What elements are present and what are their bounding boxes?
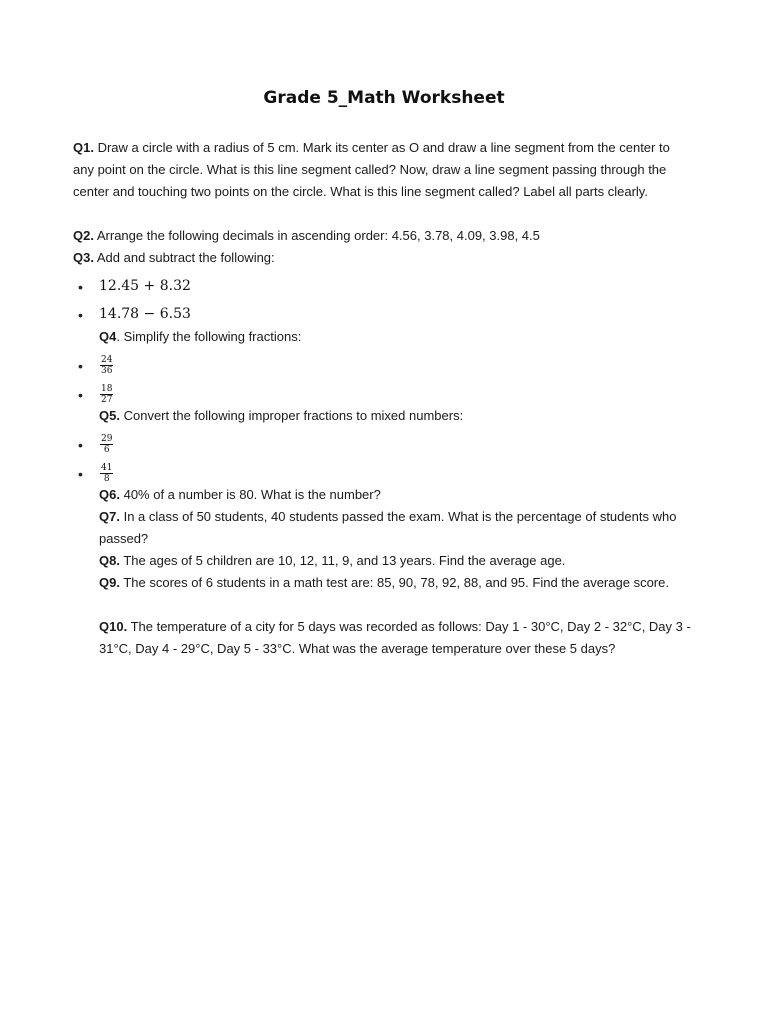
fraction (100, 434, 113, 455)
bullet-icon: • (78, 279, 83, 295)
question-8 (99, 550, 699, 572)
question-number: Q2. (73, 228, 94, 243)
question-10 (99, 616, 699, 660)
bullet-icon: • (78, 358, 83, 374)
question-number: Q1. (73, 140, 94, 155)
question-text: Convert the following improper fractions to mixed numbers: (123, 408, 464, 423)
fraction-numerator: 41 (101, 463, 113, 473)
math-expression: 14.78 − 6.53 (99, 306, 191, 322)
question-number: Q10. (99, 619, 128, 634)
question-4 (99, 326, 699, 348)
math-expression: 12.45 + 8.32 (99, 278, 191, 294)
question-number: Q8. (99, 553, 120, 568)
question-text: . Simplify the following fractions: (116, 329, 302, 344)
fraction (100, 463, 113, 484)
question-number: Q3. (73, 250, 94, 265)
question-number: Q9. (99, 575, 120, 590)
question-number: Q7. (99, 509, 120, 524)
question-6 (99, 484, 699, 506)
fraction (100, 384, 113, 405)
question-text: Draw a circle with a radius of 5 cm. Mark its center as O and draw a line segment from the center to any point on the circle. What is this line segment called? Now, draw a line segment passing through the center and touching two points on the circle. What is this line segment called? Label all parts clearly. (73, 140, 670, 199)
question-text: Add and subtract the following: (96, 250, 275, 265)
question-9 (99, 572, 699, 594)
question-1 (73, 137, 693, 203)
fraction-numerator: 18 (101, 384, 113, 394)
question-7 (99, 506, 699, 550)
fraction-denominator: 6 (103, 445, 110, 455)
question-number: Q6. (99, 487, 120, 502)
question-text: Arrange the following decimals in ascending order: 4.56, 3.78, 4.09, 3.98, 4.5 (96, 228, 540, 243)
question-3 (73, 247, 693, 269)
bullet-icon: • (78, 466, 83, 482)
bullet-icon: • (78, 307, 83, 323)
fraction-numerator: 29 (101, 434, 113, 444)
worksheet-title: Grade 5_Math Worksheet (263, 88, 505, 108)
question-text: 40% of a number is 80. What is the number? (123, 487, 381, 502)
question-text: In a class of 50 students, 40 students passed the exam. What is the percentage of students who passed? (99, 509, 677, 546)
bullet-icon: • (78, 437, 83, 453)
question-number: Q4 (99, 329, 117, 344)
fraction-numerator: 24 (101, 355, 113, 365)
question-text: The temperature of a city for 5 days was recorded as follows: Day 1 - 30°C, Day 2 - 32°C, Day 3 - 31°C, Day 4 - 29°C, Day 5 - 33°C. What was the average temperature over these 5 days? (99, 619, 691, 656)
fraction-denominator: 8 (103, 474, 110, 484)
fraction-denominator: 27 (101, 395, 113, 405)
question-text: The ages of 5 children are 10, 12, 11, 9, and 13 years. Find the average age. (123, 553, 566, 568)
bullet-icon: • (78, 387, 83, 403)
question-2 (73, 225, 693, 247)
question-text: The scores of 6 students in a math test are: 85, 90, 78, 92, 88, and 95. Find the average score. (123, 575, 669, 590)
question-number: Q5. (99, 408, 120, 423)
fraction-denominator: 36 (101, 366, 113, 376)
fraction (100, 355, 113, 376)
question-5 (99, 405, 699, 427)
